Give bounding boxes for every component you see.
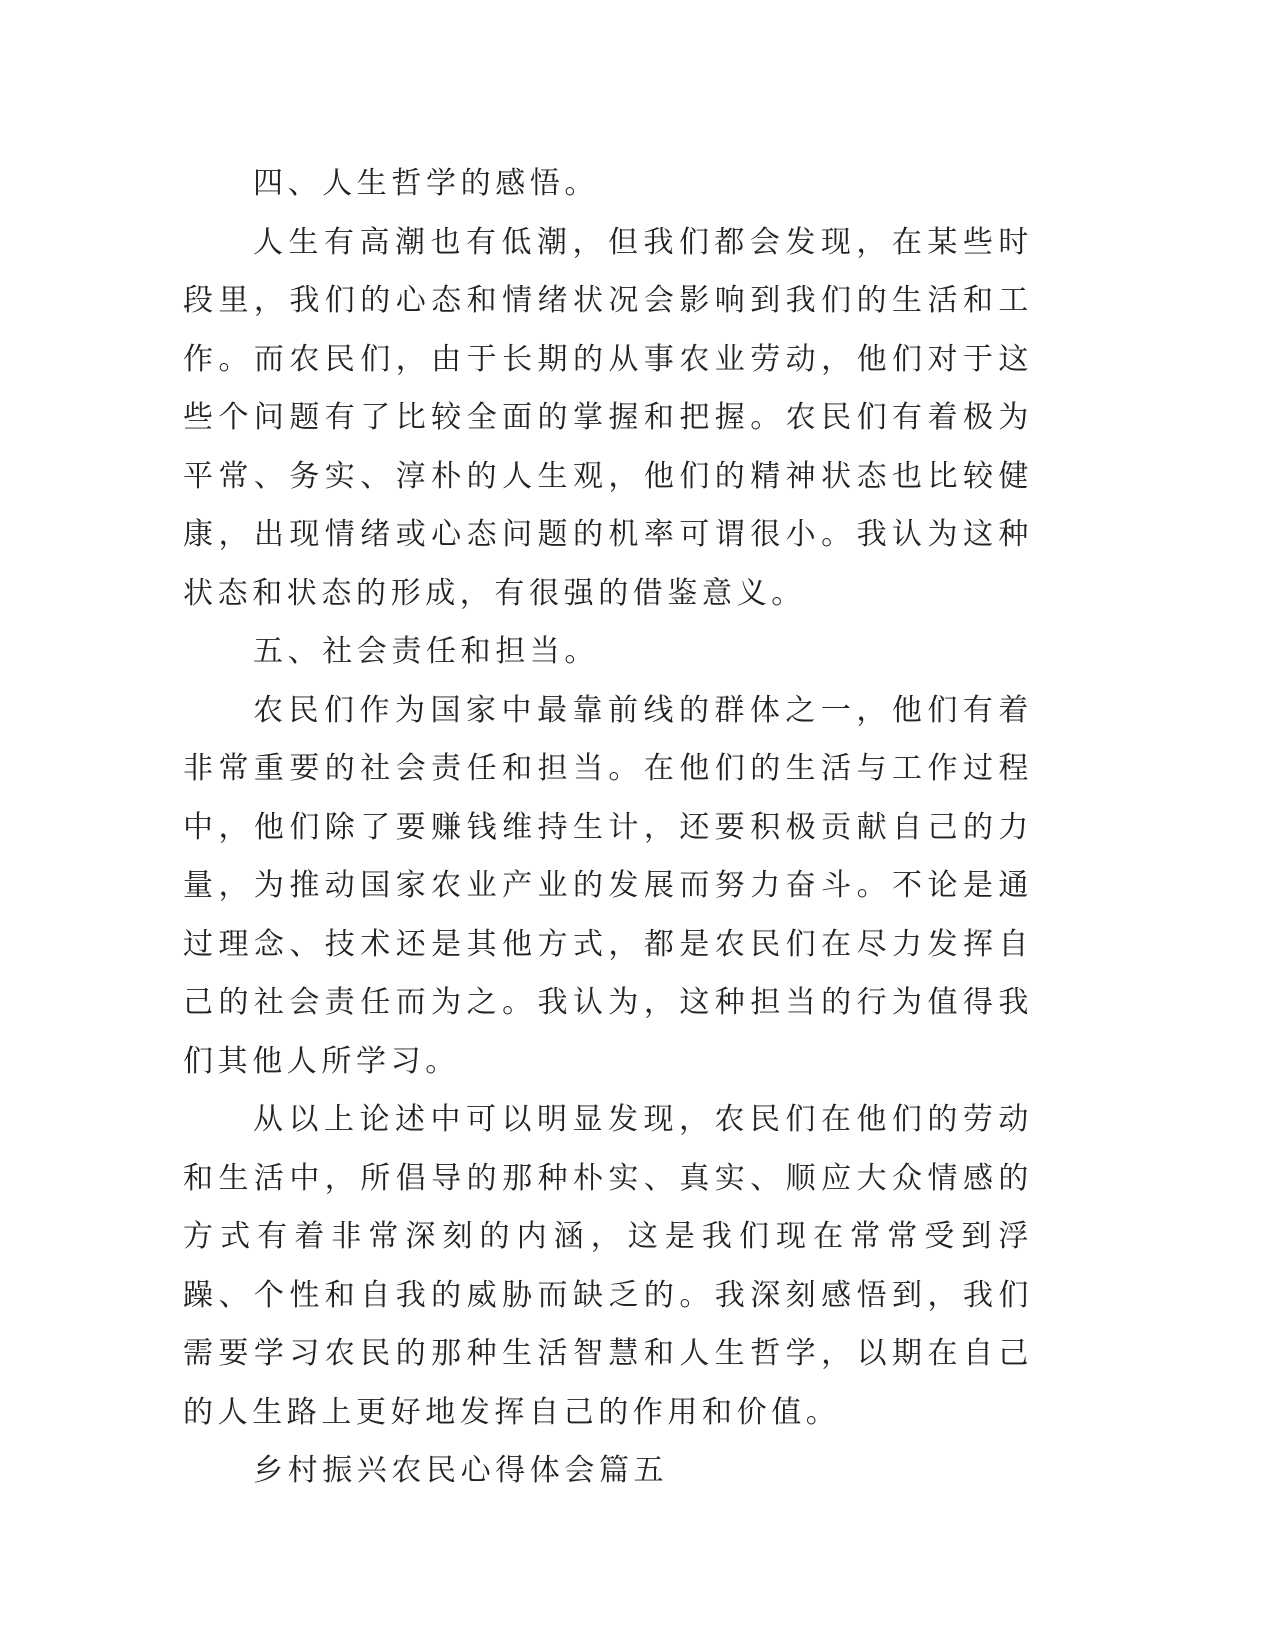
paragraph-conclusion: 从以上论述中可以明显发现，农民们在他们的劳动和生活中，所倡导的那种朴实、真实、顺应大众情感的方式有着非常深刻的内涵，这是我们现在常常受到浮躁、个性和自我的威胁而缺乏的。我深刻感悟到，我们需要学习农民的那种生活智慧和人生哲学，以期在自己的人生路上更好地发挥自己的作用和价值。: [183, 1102, 1033, 1430]
paragraph-social-responsibility: 农民们作为国家中最靠前线的群体之一，他们有着非常重要的社会责任和担当。在他们的生活与工作过程中，他们除了要赚钱维持生计，还要积极贡献自己的力量，为推动国家农业产业的发展而努力奋斗。不论是通过理念、技术还是其他方式，都是农民们在尽力发挥自己的社会责任而为之。我认为，这种担当的行为值得我们其他人所学习。: [183, 692, 1033, 1079]
section-heading-4: 四、人生哲学的感悟。: [253, 166, 599, 201]
section-heading-5: 五、社会责任和担当。: [253, 634, 599, 669]
document-body: [183, 155, 1033, 1501]
paragraph-life-philosophy: 人生有高潮也有低潮，但我们都会发现，在某些时段里，我们的心态和情绪状况会影响到我们的生活和工作。而农民们，由于长期的从事农业劳动，他们对于这些个问题有了比较全面的掌握和把握。农民们有着极为平常、务实、淳朴的人生观，他们的精神状态也比较健康，出现情绪或心态问题的机率可谓很小。我认为这种状态和状态的形成，有很强的借鉴意义。: [183, 224, 1033, 611]
next-article-title: 乡村振兴农民心得体会篇五: [253, 1453, 669, 1488]
